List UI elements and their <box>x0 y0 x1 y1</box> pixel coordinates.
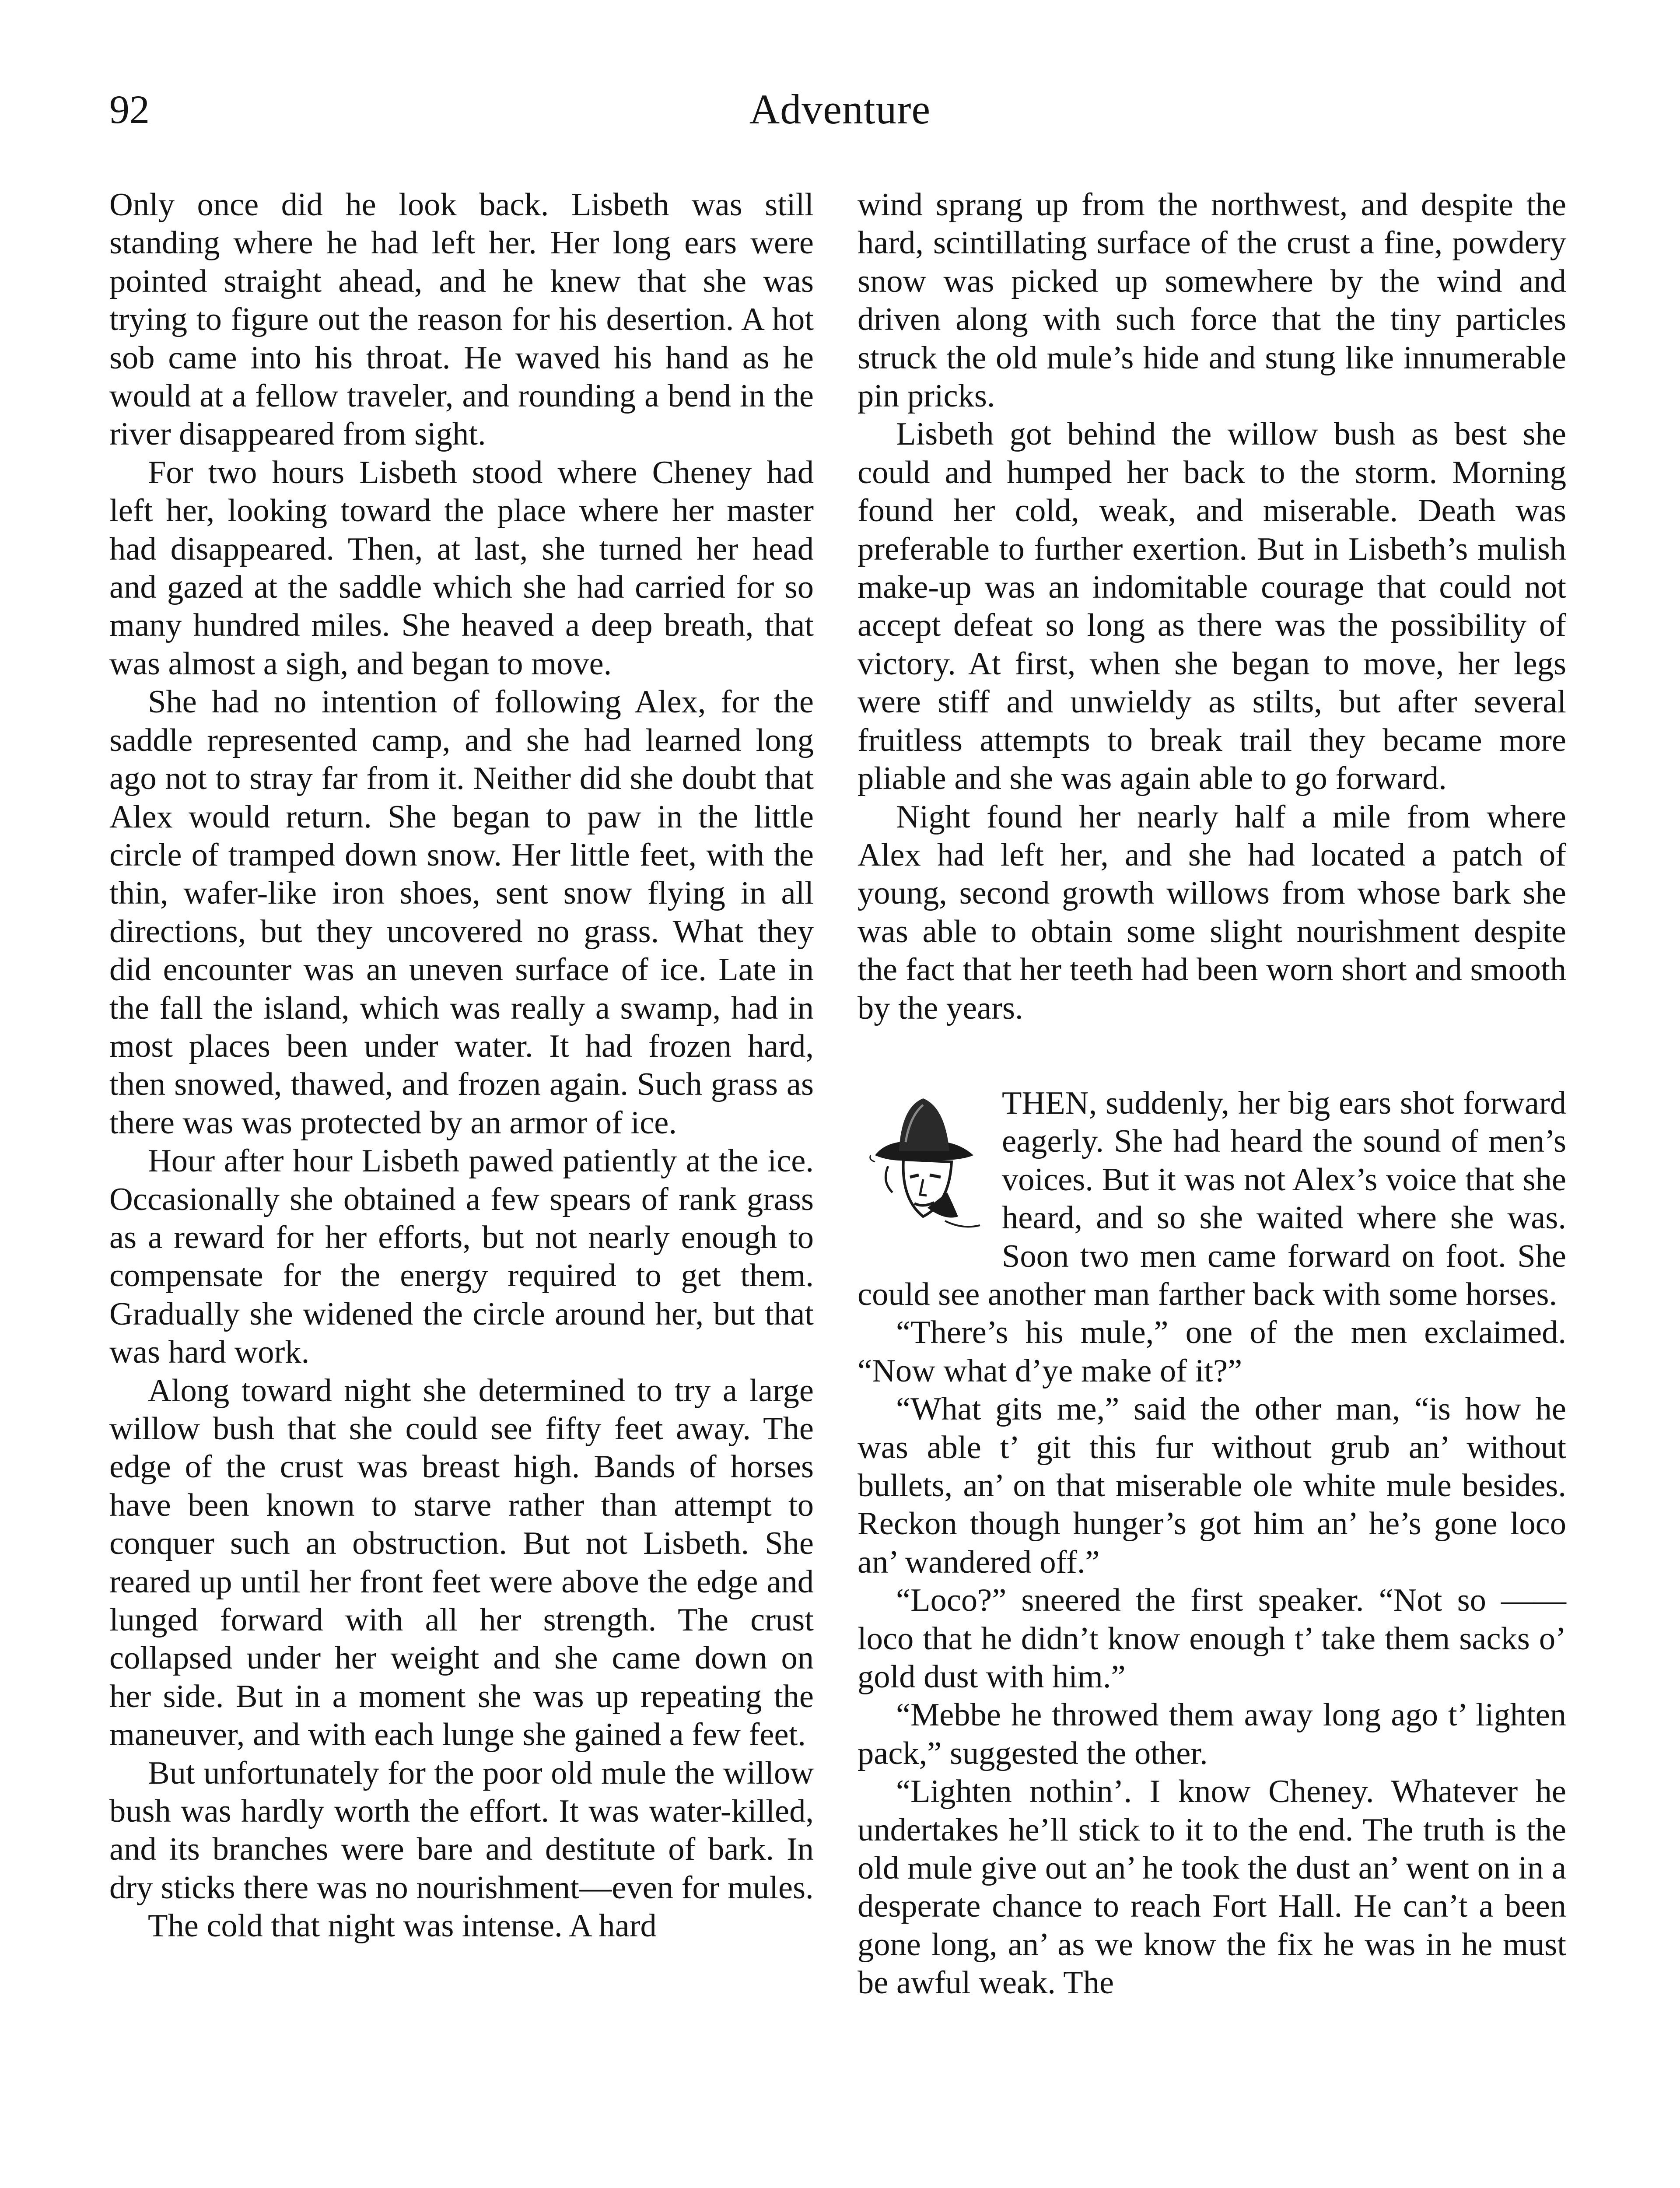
paragraph: “Mebbe he throwed them away long ago t’ lighten pack,” suggested the other. <box>858 1697 1566 1771</box>
left-column <box>109 186 814 1946</box>
paragraph: Along toward night she determined to try a large willow bush that she could see fifty feet away. The edge of the crust was breast high. Bands of horses have been known to starve rather than attempt to conquer such an obstruction. But not Lisbeth. She reared up until her front feet were above the edge and lunged forward with all her strength. The crust collapsed under her weight and she came down on her side. But in a moment she was up repeating the maneuver, and with each lunge she gained a few feet. <box>109 1372 814 1753</box>
paragraph: Only once did he look back. Lisbeth was still standing where he had left her. Her long ears were pointed straight ahead, and he knew that she was trying to figure out the reason for his desertion. A hot sob came into his throat. He waved his hand as he would at a fellow traveler, and rounding a bend in the river disappeared from sight. <box>109 187 814 452</box>
paragraph: “What gits me,” said the other man, “is how he was able t’ git this fur without grub an’ without bullets, an’ on that miserable ole white mule besides. Reckon though hunger’s got him an’ he’s gone loco an’ wandered off.” <box>858 1391 1566 1580</box>
cowboy-head-icon <box>858 1090 989 1234</box>
paragraph: “Lighten nothin’. I know Cheney. Whatever he undertakes he’ll stick to it to the end. The truth is the old mule give out an’ he took the dust an’ went on in a desperate chance to reach Fort Hall. He can’t a been gone long, an’ as we know the fix he was in he must be awful weak. The <box>858 1774 1566 2001</box>
paragraph: “Loco?” sneered the first speaker. “Not so —— loco that he didn’t know enough t’ take them sacks o’ gold dust with him.” <box>858 1582 1566 1695</box>
running-head-title: Adventure <box>749 86 931 133</box>
right-column <box>858 186 1566 2002</box>
section-break <box>858 1027 1566 1084</box>
paragraph: She had no intention of following Alex, for the saddle represented camp, and she had learned long ago not to stray far from it. Neither did she doubt that Alex would return. She began to paw in the little circle of tramped down snow. Her little feet, with the thin, wafer-like iron shoes, sent snow flying in all directions, but they uncovered no grass. What they did encounter was an uneven surface of ice. Late in the fall the island, which was really a swamp, had in most places been under water. It had frozen hard, then snowed, thawed, and frozen again. Such grass as there was was protected by an armor of ice. <box>109 684 814 1141</box>
paragraph: Night found her nearly half a mile from where Alex had left her, and she had located a patch of young, second growth willows from whose bark she was able to obtain some slight nourishment despite the fact that her teeth had been worn short and smooth by the years. <box>858 799 1566 1026</box>
section-opening-paragraph: THEN, suddenly, her big ears shot forward eagerly. She had heard the sound of men’s voices. But it was not Alex’s voice that she heard, and so she waited where she was. Soon two men came forward on foot. She could see another man farther back with some horses. <box>858 1085 1566 1312</box>
page-header <box>109 83 1571 136</box>
section-opening-block <box>858 1084 1566 1314</box>
paragraph: Hour after hour Lisbeth pawed patiently at the ice. Occasionally she obtained a few spears of rank grass as a reward for her efforts, but not nearly enough to compensate for the energy required to get them. Gradually she widened the circle around her, but that was hard work. <box>109 1143 814 1371</box>
page-number: 92 <box>109 87 150 132</box>
paragraph: “There’s his mule,” one of the men exclaimed. “Now what d’ye make of it?” <box>858 1315 1566 1389</box>
paragraph: The cold that night was intense. A hard <box>148 1908 657 1944</box>
paragraph: wind sprang up from the northwest, and despite the hard, scintillating surface of the crust a fine, powdery snow was picked up somewhere by the wind and driven along with such force that the tiny particles struck the old mule’s hide and stung like innumerable pin pricks. <box>858 187 1566 414</box>
cowboy-portrait-illustration <box>858 1090 989 1234</box>
paragraph: But unfortunately for the poor old mule the willow bush was hardly worth the effort. It was water-killed, and its branches were bare and destitute of bark. In dry sticks there was no nourishment—even for mules. <box>109 1755 814 1906</box>
paragraph: Lisbeth got behind the willow bush as best she could and humped her back to the storm. Morning found her cold, weak, and miserable. Death was preferable to further exertion. But in Lisbeth’s mulish make-up was an indomitable courage that could not accept defeat so long as there was the possibility of victory. At first, when she began to move, her legs were stiff and unwieldy as stilts, but after several fruitless attempts to break trail they became more pliable and she was again able to go forward. <box>858 416 1566 797</box>
paragraph: For two hours Lisbeth stood where Cheney had left her, looking toward the place where her master had disappeared. Then, at last, she turned her head and gazed at the saddle which she had carried for so many hundred miles. She heaved a deep breath, that was almost a sigh, and began to move. <box>109 454 814 682</box>
